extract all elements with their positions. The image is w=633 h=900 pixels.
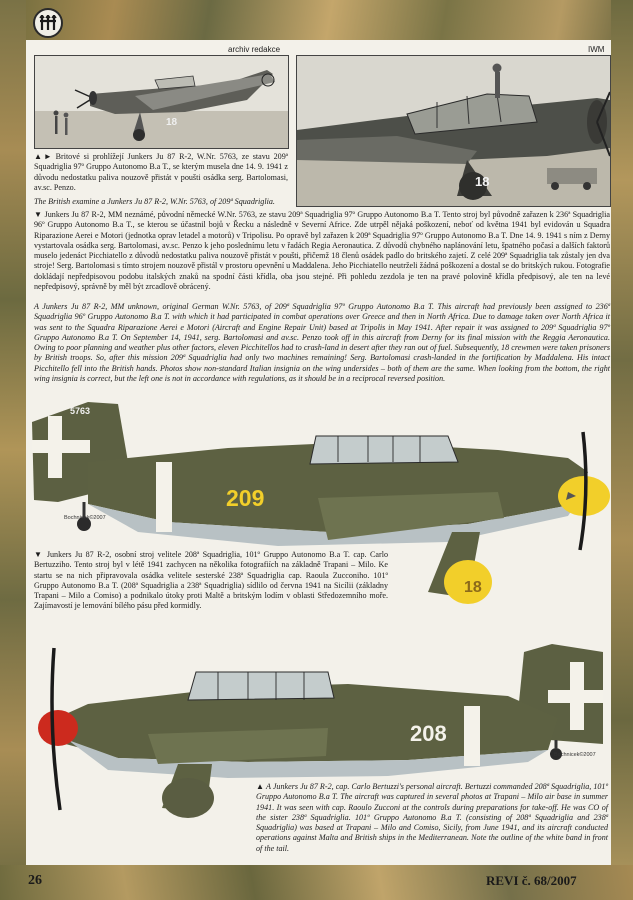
photo-british-examine-stuka-left [34,55,289,149]
camouflage-border-right [611,0,633,900]
magazine-issue: REVI č. 68/2007 [486,873,577,888]
page-number: 26 [28,873,42,888]
camouflage-border-top [0,0,633,40]
profile-208-text-czech: ▼ Junkers Ju 87 R-2, osobní stroj velitele 208ª Squadriglia, 101º Gruppo Autonomo B.a T. cap. Carlo Bertuzziho. Tento stroj byl v létě 1941 zachycen na několika fotografiích na základně Trapani – Milo. Ke startu se na nich připravovala osádka velitele sesterské 238ª Squadriglia cap. Raoula Zucconiho. 101º Gruppo Autonomo B.a T. (208ª Squadriglia a 238ª Squadriglia) sídlilo od června 1941 na Sicílii (základny Trapani – Milo a Comiso) a podnikalo útoky proti Maltě a britským lodím v oblasti Středozemního moře. Zajímavostí je lemování bílého pásu před kormidly. [34,550,388,611]
profile-209-text-english: A Junkers Ju 87 R-2, MM unknown, original German W.Nr. 5763, of 209ª Squadriglia 97º Gruppo Autonomo B.a T. This aircraft had previously been assigned to 236ª Squadriglia 96º Gruppo Autonomo B.a T. with which it had participated in combat operations over Greece and then in North Africa. Due to damage taken over North Africa it was sent to the Squadra Riparazione Aerei e Motori (Aircraft and Engine Repair Unit) based at Tripolis in May 1941. After repair it was assigned to 209ª Squadriglia 97º Gruppo Autonomo B.a T. On September 14, 1941, serg. Bartolomasi and av.sc. Penzo took off in this aircraft from Derny for its final mission with the Reggia Aeronautica. Owing to poor planning and weather plus other factors, eleven Picchitellos had to crash-land in desert after they ran out of fuel. Subsequently, 18 crewmen were taken prisoners by British troops. So, after this mission 209ª Squadriglia had only two machines remaining! Serg. Bartolomasi crash-landed in the fortification by Maddalena. His intact Picchitello fell into the British hands. Photos show non-standard Italian insignia on the wing undersides – both of them are the same. When looking from the bottom, the right wing insignia is correct, but the left one is not in accordance with regulations, as it should be in a reciprocal reversed position. [34,302,610,384]
plane1-wheel-code: 18 [464,579,482,596]
camouflage-border-left [0,0,26,900]
photo-credit-left: archiv redakce [228,45,281,54]
plane1-tail-number: 5763 [70,406,91,416]
plane2-code: 208 [410,721,447,746]
profile-208-text-english: ▲ A Junkers Ju 87 R-2, cap. Carlo Bertuzzi's personal aircraft. Bertuzzi commanded 208ª Squadriglia, 101º Gruppo Autonomo B.a T. The aircraft was captured in several photos at Trapani – Milo air base in summer 1941. It was seen with cap. Raoulo Zucconi at the controls during preparations for take-off. He was CO of the sister 238ª Squadriglia. 101º Gruppo Autonomo B.a T. (consisting of 208ª Squadriglia and 238ª Squadriglia) was based at Trapani – Milo and Comiso, Sicily, from June 1941, and its aircraft conducted operations against Malta and British ships in the Mediterranean. Note the outline of the white band in front of the tail. [256,782,608,853]
photo-left-code: 18 [166,117,178,128]
caption-photos-english: The British examine a Junkers Ju 87 R-2, W.Nr. 5763, of 209ª Squadriglia. [34,197,275,206]
photo-right-code: 18 [475,174,490,189]
photo-credit-right: IWM [588,45,605,54]
plane1-artist-signature: Bochnicek©2007 [64,515,106,521]
plane2-artist-signature: Bochnicek©2007 [554,752,596,758]
plane1-code: 209 [226,485,265,511]
caption-photos-czech: ▲► Britové si prohlížejí Junkers Ju 87 R-2, W.Nr. 5763, ze stavu 209ª Squadriglia 97º Gruppo Autonomo B.a T., se kterým musela dne 14. 9. 1941 z důvodu nedostatku paliva nouzově přistát v poušti osádka serg. Bartolomasi, av.sc. Penzo. [34,152,288,192]
magazine-logo-icon [33,8,63,38]
profile-209-text-czech: ▼ Junkers Ju 87 R-2, MM neznámé, původní německé W.Nr. 5763, ze stavu 209ª Squadriglia 97º Gruppo Autonomo B.a T. Tento stroj byl původně zařazen k 236ª Squadriglia 96º Gruppo Autonomo B.a T., se kterou se účastnil bojů v Řecku a následně v Severní Africe. Zde utrpěl nějaká poškození, neboť od května 1941 byl evidován u Squadra Riparazione Aerei e Motori (jednotka oprav letadel a motorů) v Tripolisu. Po opravě byl zařazen k 209ª Squadriglia 97º Gruppo Autonomo B.a T. Dne 14. 9. 1941 s ním z Derny vystartovala osádka serg. Bartolomasi, av.sc. Penzo k jeho poslednímu letu v řadách Regia Aeronautica. Z důvodů chybného naplánování letu, špatného počasí a dalších faktorů muselo jedenáct Picchiatello z důvodů nedostatku paliva nouzově přistát v poušti, přičemž 18 členů osádek padlo do britského zajetí. Z celé 209ª Squadriglia tak zůstaly jen dva stroje! Serg. Bartolomasi s tímto strojem nouzově přistál v prostoru opevnění u Maddalena. Jeho Picchiatello neutrželi žádná poškození a dostal se do britských rukou. Fotografie dokládají nepředpisovou podobu italských znaků na spodní části křídla, oba jsou stejné. Při pohledu zezdola je ten na pravé polovině křídla předpisový, ale ten na levé nepředpisový, správně by měl být zrcadlově obrácený. [34,210,610,292]
photo-british-examine-stuka-right [296,55,611,207]
